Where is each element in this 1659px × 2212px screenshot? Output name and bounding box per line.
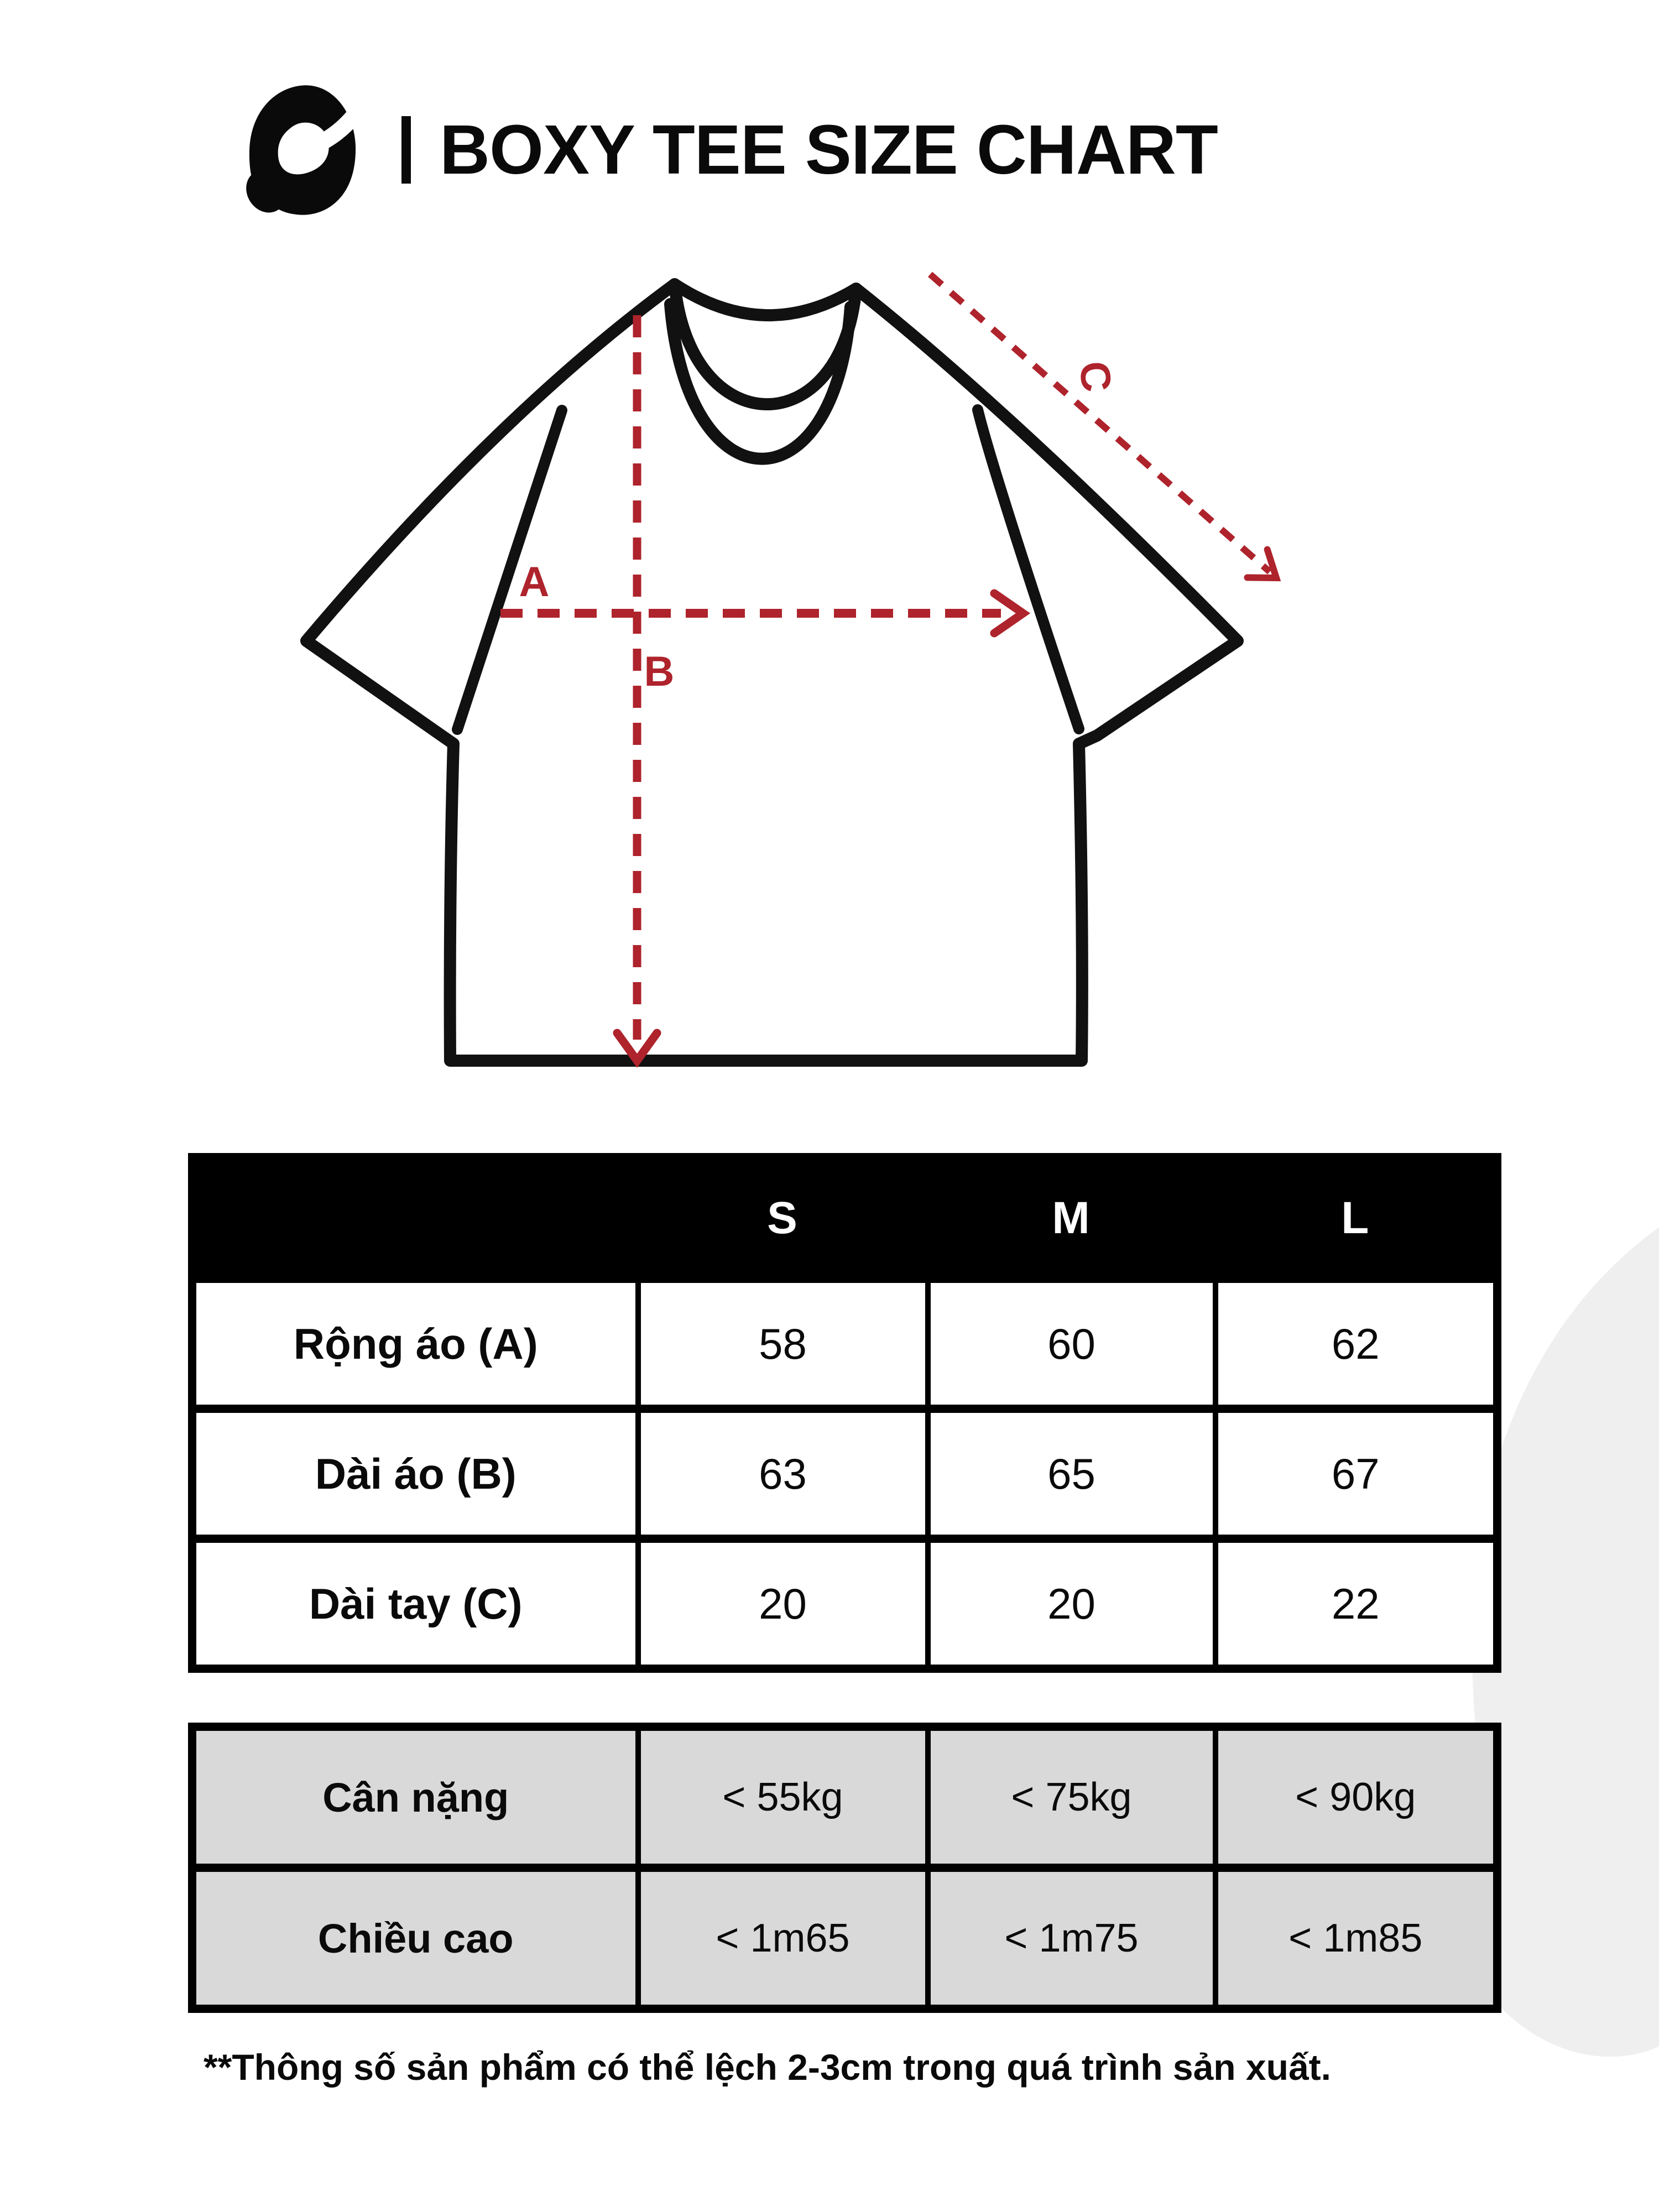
row-label: Rộng áo (A) [192, 1279, 638, 1409]
cell-value: < 75kg [928, 1727, 1215, 1868]
footnote: **Thông số sản phẩm có thể lệch 2-3cm trong quá trình sản xuất. [204, 2047, 1331, 2088]
cell-value: < 55kg [638, 1727, 928, 1868]
cell-value: 67 [1215, 1409, 1498, 1539]
title-separator [401, 116, 411, 184]
row-label: Dài áo (B) [192, 1409, 638, 1539]
cell-value: < 1m85 [1215, 1868, 1498, 2009]
cell-value: 63 [638, 1409, 928, 1539]
cell-value: 58 [638, 1279, 928, 1409]
size-column-m: M [928, 1157, 1215, 1279]
cell-value: 62 [1215, 1279, 1498, 1409]
table-row-sleeve [192, 1539, 1498, 1669]
cell-value: < 1m65 [638, 1868, 928, 2009]
cell-value: 60 [928, 1279, 1215, 1409]
table-row-height [192, 1868, 1498, 2009]
table-row-weight [192, 1727, 1498, 1868]
label-b: B [644, 648, 675, 695]
table-row-length [192, 1409, 1498, 1539]
cell-value: 20 [928, 1539, 1215, 1669]
row-label: Chiều cao [192, 1868, 638, 2009]
size-table-corner-cell [192, 1157, 638, 1279]
label-a: A [519, 559, 550, 606]
cell-value: < 1m75 [928, 1868, 1215, 2009]
size-table [188, 1153, 1501, 1673]
row-label: Dài tay (C) [192, 1539, 638, 1669]
size-column-l: L [1215, 1157, 1498, 1279]
label-c: C [1070, 359, 1120, 394]
cell-value: < 90kg [1215, 1727, 1498, 1868]
cell-value: 65 [928, 1409, 1215, 1539]
table-row-width [192, 1279, 1498, 1409]
tshirt-diagram [221, 221, 1438, 1161]
page-title: BOXY TEE SIZE CHART [440, 111, 1218, 189]
size-column-s: S [638, 1157, 928, 1279]
size-table-header-row [192, 1157, 1498, 1279]
fit-table [188, 1723, 1501, 2013]
row-label: Cân nặng [192, 1727, 638, 1868]
brand-logo-icon [246, 83, 359, 216]
cell-value: 20 [638, 1539, 928, 1669]
cell-value: 22 [1215, 1539, 1498, 1669]
